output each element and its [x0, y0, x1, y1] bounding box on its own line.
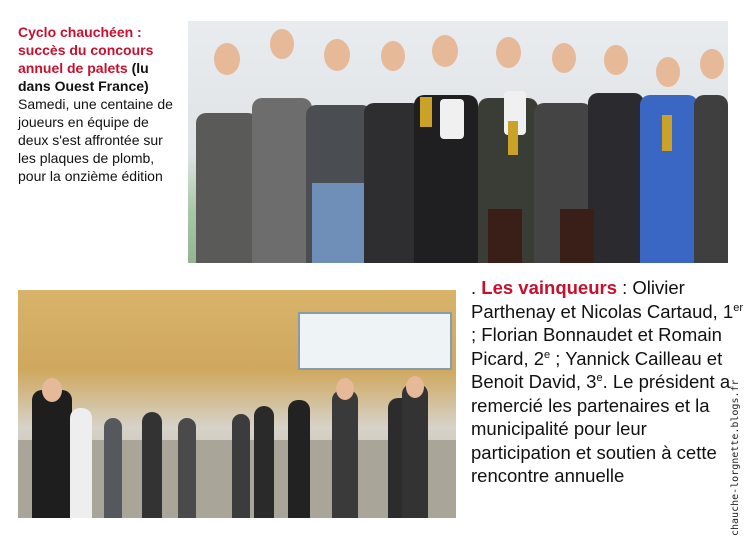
- photo-trophy: [508, 121, 518, 155]
- article-prefix: .: [471, 277, 482, 298]
- photo-player: [32, 390, 72, 518]
- photo-player: [288, 400, 310, 518]
- intro-text: Samedi, une centaine de joueurs en équipe de deux s'est affrontée sur les plaques de plomb, pour la onzième édition: [18, 96, 173, 184]
- photo-player-head: [406, 376, 424, 398]
- photo-trophy: [420, 97, 432, 127]
- article-text-part: Olivier Parthenay et Nicolas Cartaud, 1: [471, 277, 734, 322]
- photo-trophy: [662, 115, 672, 151]
- photo-person-head: [270, 29, 294, 59]
- photo-person-head: [324, 39, 350, 71]
- photo-person: [694, 95, 728, 263]
- blog-watermark: chauche-lorgnette.blogs.fr: [730, 379, 741, 536]
- photo-player: [254, 406, 274, 518]
- photo-player-head: [336, 378, 354, 400]
- photo-person-head: [552, 43, 576, 73]
- photo-gift-bag: [440, 99, 464, 139]
- photo-hall-windows: [298, 312, 452, 370]
- photo-player-head: [42, 378, 62, 402]
- article-text-part: ; Florian Bonnaudet et Romain Picard, 2: [471, 324, 722, 369]
- winners-heading: Les vainqueurs: [481, 277, 617, 298]
- photo-prize-box: [560, 209, 594, 263]
- photo-prize-box: [488, 209, 522, 263]
- article-source: (lu dans Ouest France): [18, 60, 149, 94]
- photo-player: [142, 412, 162, 518]
- photo-person-jeans: [312, 183, 366, 263]
- ordinal-suffix: e: [596, 371, 603, 384]
- ordinal-suffix: e: [544, 348, 551, 361]
- photo-player: [70, 408, 92, 518]
- tournament-hall-photo: [18, 290, 456, 518]
- article-text-part: . Le président a remercié les partenaires et la municipalité pour leur participation et soutien à cette rencontre annuelle: [471, 371, 731, 486]
- photo-person-head: [432, 35, 458, 67]
- article-colon: :: [617, 277, 633, 298]
- article-body: [471, 276, 743, 488]
- photo-person-head: [496, 37, 521, 68]
- photo-person-head: [604, 45, 628, 75]
- photo-player: [402, 384, 428, 518]
- photo-person: [252, 98, 312, 263]
- winners-group-photo: [188, 21, 728, 263]
- photo-player: [178, 418, 196, 518]
- photo-player: [332, 390, 358, 518]
- photo-person-head: [656, 57, 680, 87]
- photo-player: [104, 418, 122, 518]
- photo-player: [232, 414, 250, 518]
- article-text-part: ; Yannick Cailleau et Benoit David, 3: [471, 347, 723, 392]
- photo-person: [196, 113, 258, 263]
- photo-person-head: [700, 49, 724, 79]
- ordinal-suffix: er: [733, 301, 744, 314]
- photo-person-head: [381, 41, 405, 71]
- photo-person: [588, 93, 644, 263]
- article-title: Cyclo chauchéen : succès du concours annuel de palets: [18, 24, 154, 76]
- photo-person-head: [214, 43, 240, 75]
- intro-caption: [18, 23, 176, 185]
